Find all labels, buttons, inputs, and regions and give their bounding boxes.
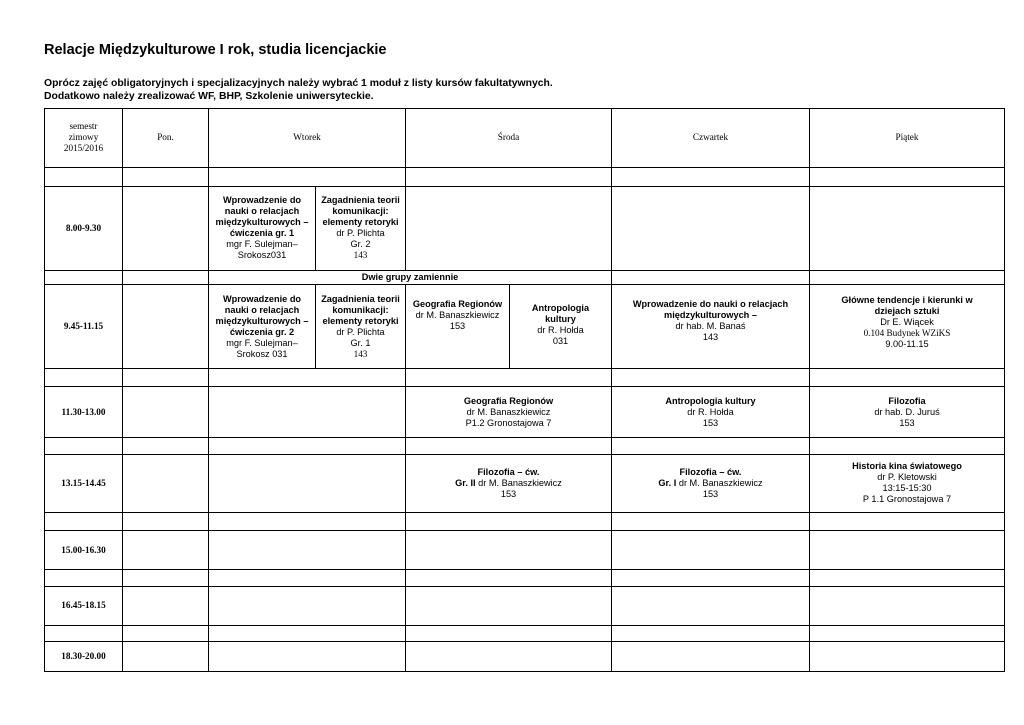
alternation-note: Dwie grupy zamiennie (209, 270, 612, 285)
time-cell: 8.00-9.30 (45, 186, 123, 270)
time-cell: 11.30-13.00 (45, 387, 123, 437)
wed-cell (406, 186, 612, 270)
spacer-row (45, 625, 1005, 642)
semester-season: zimowy (68, 132, 99, 143)
thu-cell (612, 186, 810, 270)
mon-cell (123, 454, 209, 513)
spacer-row (45, 437, 1005, 454)
day-header-tue: Wtorek (209, 109, 406, 168)
course-cell: Wprowadzenie do nauki o relacjach międzykulturowych – ćwiczenia gr. 1 mgr F. Sulejman– Srokosz031 (209, 186, 316, 270)
semester-year: 2015/2016 (63, 143, 104, 154)
course-cell: Geografia Regionów dr M. Banaszkiewicz 153 (406, 285, 510, 369)
course-cell: Zagadnienia teorii komunikacji: elementy retoryki dr P. Plichta Gr. 1 143 (316, 285, 406, 369)
course-cell: Filozofia dr hab. D. Juruś 153 (810, 387, 1005, 437)
course-cell: Historia kina światowego dr P. Kletowski 13:15-15:30 P 1.1 Gronostajowa 7 (810, 454, 1005, 513)
day-header-mon: Pon. (123, 109, 209, 168)
tue-cell (209, 454, 406, 513)
time-row (45, 285, 1005, 369)
mon-cell (123, 285, 209, 369)
tue-cell (209, 387, 406, 437)
time-row (45, 186, 1005, 270)
spacer-row (45, 369, 1005, 387)
course-cell: Antropologia kultury dr R. Hołda 031 (510, 285, 612, 369)
time-row (45, 586, 1005, 625)
spacer-row (45, 167, 1005, 186)
note-line-1: Oprócz zajęć obligatoryjnych i specjalizacyjnych należy wybrać 1 moduł z listy kursów fakultatywnych. (44, 78, 553, 89)
schedule-table (44, 108, 1005, 672)
course-cell: Główne tendencje i kierunki w dziejach sztuki Dr E. Wiącek 0.104 Budynek WZiKS 9.00-11.15 (810, 285, 1005, 369)
note-line-2: Dodatkowo należy zrealizować WF, BHP, Szkolenie uniwersyteckie. (44, 91, 374, 102)
header-row (45, 109, 1005, 168)
course-cell: Filozofia – ćw. Gr. I dr M. Banaszkiewicz 153 (612, 454, 810, 513)
time-row (45, 454, 1005, 513)
course-cell: Wprowadzenie do nauki o relacjach międzykulturowych – ćwiczenia gr. 2 mgr F. Sulejman– Srokosz 031 (209, 285, 316, 369)
course-cell: Antropologia kultury dr R. Hołda 153 (612, 387, 810, 437)
day-header-thu: Czwartek (612, 109, 810, 168)
time-row (45, 642, 1005, 672)
mon-cell (123, 186, 209, 270)
spacer-row (45, 513, 1005, 531)
time-cell: 18.30-20.00 (45, 642, 123, 672)
semester-header-cell (45, 109, 123, 168)
semester-label: semestr (69, 121, 98, 132)
time-cell: 9.45-11.15 (45, 285, 123, 369)
page-title: Relacje Międzykulturowe I rok, studia licencjackie (44, 42, 387, 58)
course-cell: Wprowadzenie do nauki o relacjach międzykulturowych – dr hab. M. Banaś 143 (612, 285, 810, 369)
spacer-row (45, 570, 1005, 587)
time-cell: 13.15-14.45 (45, 454, 123, 513)
time-row (45, 387, 1005, 437)
time-cell: 16.45-18.15 (45, 586, 123, 625)
day-header-fri: Piątek (810, 109, 1005, 168)
course-cell: Filozofia – ćw. Gr. II dr M. Banaszkiewicz 153 (406, 454, 612, 513)
day-header-wed: Środa (406, 109, 612, 168)
mon-cell (123, 387, 209, 437)
course-cell: Zagadnienia teorii komunikacji: elementy retoryki dr P. Plichta Gr. 2 143 (316, 186, 406, 270)
course-cell: Geografia Regionów dr M. Banaszkiewicz P1.2 Gronostajowa 7 (406, 387, 612, 437)
requirements-note (44, 77, 553, 103)
alternation-row (45, 270, 1005, 285)
fri-cell (810, 186, 1005, 270)
time-row (45, 531, 1005, 570)
time-cell: 15.00-16.30 (45, 531, 123, 570)
